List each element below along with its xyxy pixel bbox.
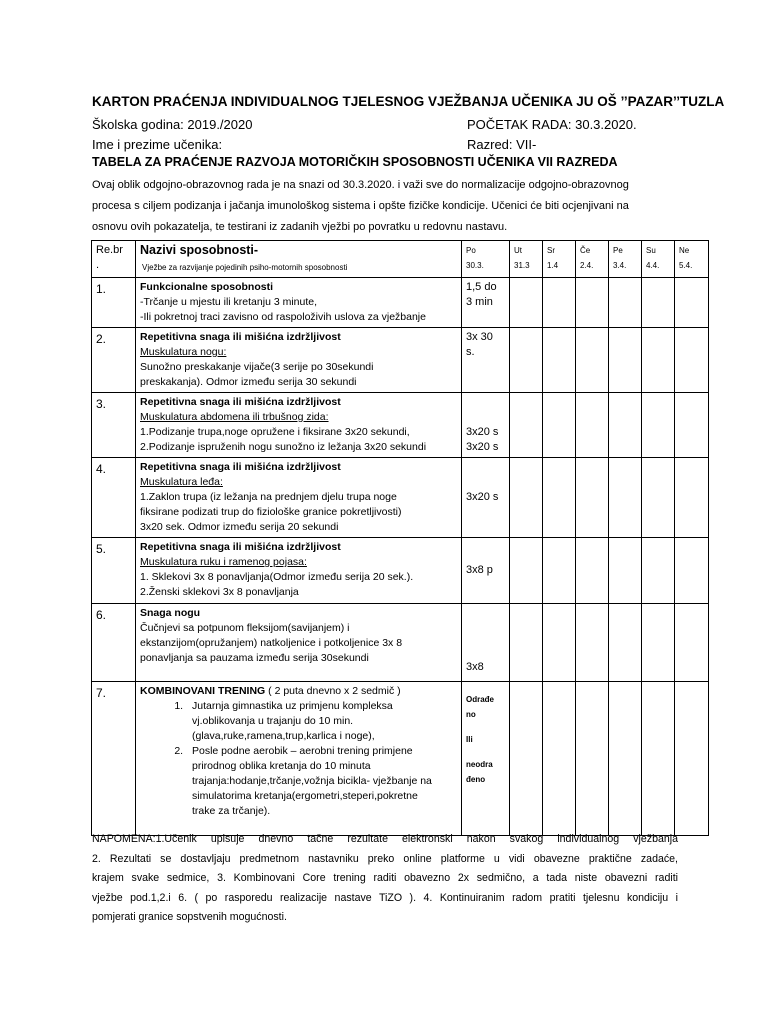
table-row: [92, 604, 709, 682]
day-input-cell[interactable]: [543, 682, 576, 836]
note-paragraph: [92, 830, 678, 928]
target-value: 3x20 s 3x20 s: [462, 393, 510, 458]
exercise-cell: Funkcionalne sposobnosti -Trčanje u mjestu ili kretanju 3 minute, -Ili pokretnoj traci zavisno od raspoloživih uslova za vježbanje: [136, 278, 462, 328]
day-input-cell[interactable]: [609, 458, 642, 538]
row-number: 1.: [92, 278, 136, 328]
day-input-cell[interactable]: [642, 278, 675, 328]
table-row: [92, 458, 709, 538]
day-input-cell[interactable]: [576, 604, 609, 682]
tracking-table: [91, 240, 709, 836]
row-number: 7.: [92, 682, 136, 836]
note-line: NAPOMENA:1.Učenik upisuje dnevno tačne rezultate elektronski nakon svakog individualnog vježbanja: [92, 833, 678, 845]
list-item: 2. Posle podne aerobik – aerobni trening primjene prirodnog oblika kretanja do 10 minuta trajanja:hodanje,trčanje,vožnja bicikla- vježbanje na simulatorima kretanja(ergometri,steperi,pokretne trake za trčanje).: [186, 744, 457, 819]
exercise-cell: Snaga nogu Čučnjevi sa potpunom fleksijom(savijanjem) i ekstanzijom(opružanjem) natkoljenice i potkoljenice 3x 8 ponavljanja sa pauzama između serija 30sekundi: [136, 604, 462, 682]
note-line: krajem svake sedmice, 3. Kombinovani Core trening raditi obavezno 2x sedmično, a tada niste obavezni raditi: [92, 872, 678, 885]
row-number: 2.: [92, 328, 136, 393]
day-header: Po 30.3.: [462, 241, 510, 278]
target-value: 3x8: [462, 604, 510, 682]
day-input-cell[interactable]: [675, 278, 709, 328]
day-header: Ne 5.4.: [675, 241, 709, 278]
day-input-cell[interactable]: [543, 393, 576, 458]
day-input-cell[interactable]: [576, 458, 609, 538]
day-input-cell[interactable]: [675, 682, 709, 836]
document-title: KARTON PRAĆENJA INDIVIDUALNOG TJELESNOG VJEŽBANJA UČENIKA JU OŠ ’’PAZAR’’TUZLA: [92, 94, 725, 109]
exercise-cell: Repetitivna snaga ili mišićna izdržljivost Muskulatura abdomena ili trbušnog zida: 1.Podizanje trupa,noge opružene i fiksirane 3x20 sekundi, 2.Podizanje ispruženih nogu sunožno iz ležanja 3x20 sekundi: [136, 393, 462, 458]
start-date: POČETAK RADA: 30.3.2020.: [467, 117, 637, 132]
day-input-cell[interactable]: [510, 458, 543, 538]
day-input-cell[interactable]: [642, 604, 675, 682]
target-value: 1,5 do 3 min: [462, 278, 510, 328]
day-header: Ut 31.3: [510, 241, 543, 278]
row-number: 4.: [92, 458, 136, 538]
list-item: 1. Jutarnja gimnastika uz primjenu kompleksa vj.oblikovanja u trajanju do 10 min. (glava,ruke,ramena,trup,karlica i noge),: [186, 699, 457, 744]
day-input-cell[interactable]: [543, 538, 576, 604]
intro-line: Ovaj oblik odgojno-obrazovnog rada je na snazi od 30.3.2020. i važi sve do normalizacije odgojno-obrazovnog: [92, 179, 629, 191]
exercise-cell: Repetitivna snaga ili mišićna izdržljivost Muskulatura nogu: Sunožno preskakanje vijače(3 serije po 30sekundi preskakanja). Odmor između serija 30 sekundi: [136, 328, 462, 393]
day-input-cell[interactable]: [510, 278, 543, 328]
day-header: Su 4.4.: [642, 241, 675, 278]
combined-training-list: [140, 699, 457, 819]
day-input-cell[interactable]: [510, 682, 543, 836]
exercise-cell: KOMBINOVANI TRENING ( 2 puta dnevno x 2 sedmič ) 1. Jutarnja gimnastika uz primjenu kompleksa vj.oblikovanja u trajanju do 10 min. (glava,ruke,ramena,trup,karlica i noge), 2. Posle podne aerobik – aerobni trening primjene prirodnog oblika kretanja do 10 minuta trajanja:hodanje,trčanje,vožnja bicikla- vježbanje na simulatorima kretanja(ergometri,steperi,pokretne trake za trčanje).: [136, 682, 462, 836]
day-input-cell[interactable]: [510, 393, 543, 458]
day-input-cell[interactable]: [609, 604, 642, 682]
school-year: Školska godina: 2019./2020: [92, 117, 253, 132]
day-input-cell[interactable]: [609, 682, 642, 836]
day-input-cell[interactable]: [510, 328, 543, 393]
day-input-cell[interactable]: [543, 278, 576, 328]
row-number: 3.: [92, 393, 136, 458]
day-input-cell[interactable]: [609, 393, 642, 458]
exercise-cell: Repetitivna snaga ili mišićna izdržljivost Muskulatura leđa: 1.Zaklon trupa (iz ležanja na prednjem djelu trupa noge fiksirane podizati trup do fiziološke granice pokretljivosti) 3x20 sek. Odmor između serija 20 sekundi: [136, 458, 462, 538]
day-input-cell[interactable]: [576, 393, 609, 458]
day-input-cell[interactable]: [510, 538, 543, 604]
day-input-cell[interactable]: [675, 328, 709, 393]
table-header-row: [92, 241, 709, 278]
day-input-cell[interactable]: [576, 278, 609, 328]
table-row: [92, 328, 709, 393]
day-input-cell[interactable]: [543, 328, 576, 393]
day-input-cell[interactable]: [642, 393, 675, 458]
day-input-cell[interactable]: [543, 604, 576, 682]
day-input-cell[interactable]: [642, 682, 675, 836]
student-name-label: Ime i prezime učenika:: [92, 137, 223, 152]
table-row: [92, 538, 709, 604]
day-input-cell[interactable]: [609, 328, 642, 393]
day-input-cell[interactable]: [675, 458, 709, 538]
target-value: 3x 30 s.: [462, 328, 510, 393]
day-header: Pe 3.4.: [609, 241, 642, 278]
day-input-cell[interactable]: [576, 682, 609, 836]
day-input-cell[interactable]: [675, 393, 709, 458]
intro-line: procesa s ciljem podizanja i jačanja imunološkog sistema i opšte fizičke kondicije. Učenici će biti ocjenjivani na: [92, 200, 629, 212]
target-value: 3x8 p: [462, 538, 510, 604]
day-input-cell[interactable]: [609, 538, 642, 604]
row-number: 6.: [92, 604, 136, 682]
intro-line: osnovu ovih pokazatelja, te testirani iz zadanih vježbi po povratku u redovnu nastavu.: [92, 221, 508, 233]
day-input-cell[interactable]: [642, 328, 675, 393]
day-header: Če 2.4.: [576, 241, 609, 278]
day-input-cell[interactable]: [642, 458, 675, 538]
day-input-cell[interactable]: [576, 538, 609, 604]
exercise-cell: Repetitivna snaga ili mišićna izdržljivost Muskulatura ruku i ramenog pojasa: 1. Sklekovi 3x 8 ponavljanja(Odmor između serija 20 sek.). 2.Ženski sklekovi 3x 8 ponavljanja: [136, 538, 462, 604]
day-input-cell[interactable]: [609, 278, 642, 328]
note-line: vježbe pod.1,2.i 6. ( po rasporedu realizacije nastave TiZO ). 4. Kontinuiranim radom pratiti tjelesnu kondiciju i: [92, 891, 678, 904]
day-input-cell[interactable]: [576, 328, 609, 393]
day-input-cell[interactable]: [675, 538, 709, 604]
header-name: Nazivi sposobnosti- Vježbe za razvijanje pojedinih psiho-motornih sposobnosti: [136, 241, 462, 278]
row-number: 5.: [92, 538, 136, 604]
day-input-cell[interactable]: [675, 604, 709, 682]
day-input-cell[interactable]: [510, 604, 543, 682]
table-row: [92, 393, 709, 458]
header-rb: Re.br .: [92, 241, 136, 278]
day-input-cell[interactable]: [642, 538, 675, 604]
intro-paragraph: [92, 175, 682, 238]
grade-label: Razred: VII-: [467, 137, 537, 152]
day-input-cell[interactable]: [543, 458, 576, 538]
target-value: Odrađe no Ili neodra đeno: [462, 682, 510, 836]
note-line: 2. Rezultati se dostavljaju predmetnom nastavniku preko online platforme u vidi obavezne praktične zadaće,: [92, 852, 678, 865]
note-line: pomjerati granice sopstvenih mogućnosti.: [92, 911, 287, 924]
table-row: [92, 278, 709, 328]
target-value: 3x20 s: [462, 458, 510, 538]
day-header: Sr 1.4: [543, 241, 576, 278]
table-subtitle: TABELA ZA PRAĆENJE RAZVOJA MOTORIČKIH SPOSOBNOSTI UČENIKA VII RAZREDA: [92, 155, 618, 169]
table-row: [92, 682, 709, 836]
